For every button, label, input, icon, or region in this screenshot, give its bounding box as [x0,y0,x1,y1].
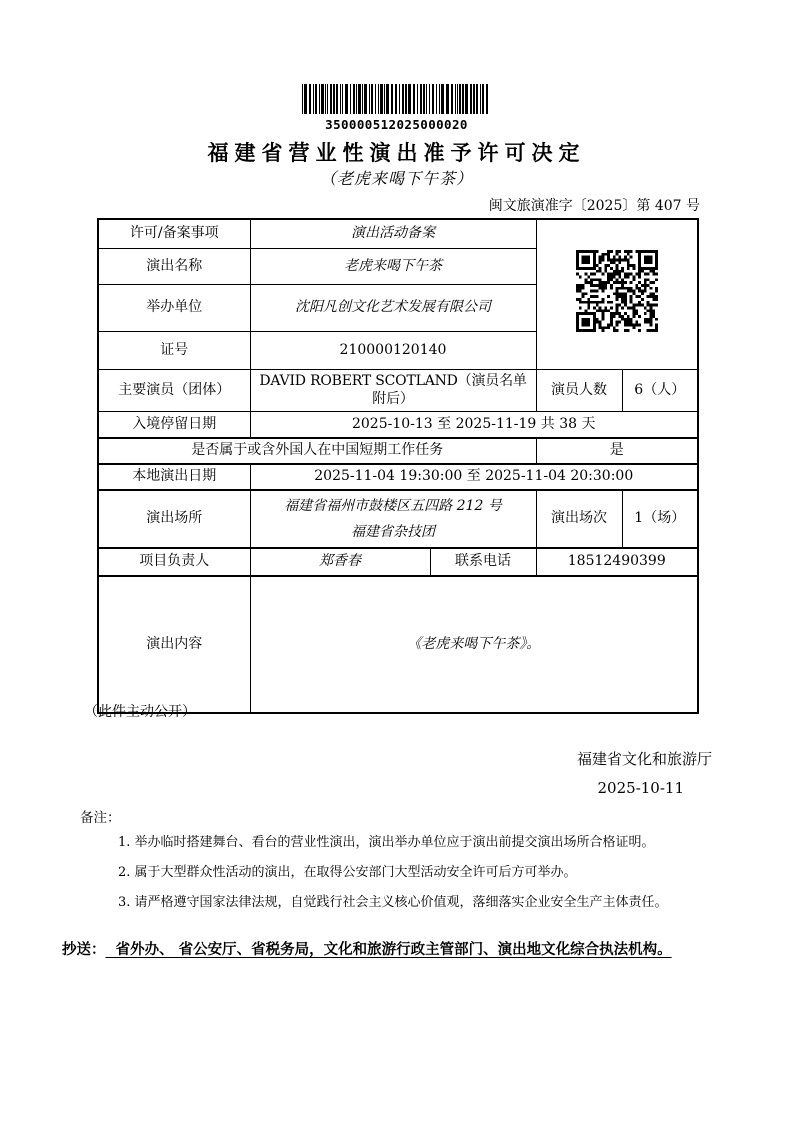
table-row [98,490,698,548]
note-item-1: 1. 举办临时搭建舞台、看台的营业性演出，演出举办单位应于演出前提交演出场所合格证明。 [118,835,655,850]
cc-label: 抄送： [62,941,106,958]
local-date-value-cell: 2025-11-04 19:30:00 至 2025-11-04 20:30:00 [250,464,698,490]
document-subtitle: （老虎来喝下午茶） [319,169,473,188]
session-label-cell: 演出场次 [536,490,622,548]
foreign-work-label-cell: 是否属于或含外国人在中国短期工作任务 [98,438,536,464]
cert-no-value-cell: 210000120140 [250,331,536,369]
phone-value-cell: 18512490399 [536,548,698,576]
permit-item-label-cell: 许可/备案事项 [98,219,250,248]
note-item-2: 2. 属于大型群众性活动的演出，在取得公安部门大型活动安全许可后方可举办。 [118,865,577,880]
cert-no-label-cell: 证号 [98,331,250,369]
organizer-value-cell: 沈阳凡创文化艺术发展有限公司 [250,284,536,331]
permit-table [97,218,699,714]
cc-block [62,934,740,966]
issuing-authority: 福建省文化和旅游厅 [576,750,712,768]
entry-stay-label-cell: 入境停留日期 [98,412,250,438]
qr-code-icon [576,250,658,332]
content-label-cell: 演出内容 [98,576,250,713]
table-row [98,438,698,464]
content-value-cell: 《老虎来喝下午茶》。 [250,576,698,713]
table-row [98,464,698,490]
main-performer-label-cell: 主要演员（团体） [98,369,250,412]
entry-stay-value-cell: 2025-10-13 至 2025-11-19 共 38 天 [250,412,698,438]
issue-date: 2025-10-11 [597,779,684,797]
table-row [98,369,698,412]
organizer-label-cell: 举办单位 [98,284,250,331]
document-title: 福建省营业性演出准予许可决定 [207,141,586,165]
performer-count-label-cell: 演员人数 [536,369,622,412]
table-row [98,548,698,576]
disclosure-note: （此件主动公开） [84,704,196,720]
venue-label-cell: 演出场所 [98,490,250,548]
barcode-block [0,84,793,132]
venue-value-cell [250,490,536,548]
performer-count-value-cell: 6（人） [622,369,698,412]
show-name-value-cell: 老虎来喝下午茶 [250,248,536,284]
barcode-icon [302,84,492,114]
manager-label-cell: 项目负责人 [98,548,250,576]
notes-label: 备注： [80,810,121,826]
barcode-number: 350000512025000020 [325,117,468,132]
venue-address-line: 福建省福州市鼓楼区五四路 212 号 [284,497,502,514]
permit-item-value-cell: 演出活动备案 [250,219,536,248]
phone-label-cell: 联系电话 [430,548,536,576]
foreign-work-value-cell: 是 [536,438,698,464]
venue-name-line: 福建省杂技团 [351,523,435,540]
cc-value: 省外办、 省公安厅、省税务局，文化和旅游行政主管部门、演出地文化综合执法机构。 [105,941,672,958]
local-date-label-cell: 本地演出日期 [98,464,250,490]
table-row [98,576,698,713]
session-value-cell: 1（场） [622,490,698,548]
table-row [98,412,698,438]
qr-cell [536,219,698,369]
show-name-label-cell: 演出名称 [98,248,250,284]
manager-value-cell: 郑香春 [250,548,430,576]
notes-list [118,828,738,918]
note-item-3: 3. 请严格遵守国家法律法规，自觉践行社会主义核心价值观，落细落实企业安全生产主体责任。 [118,895,668,910]
document-number: 闽文旅演准字〔2025〕第 407 号 [488,198,700,214]
main-performer-value-cell: DAVID ROBERT SCOTLAND（演员名单附后） [250,369,536,412]
table-row [98,219,698,248]
